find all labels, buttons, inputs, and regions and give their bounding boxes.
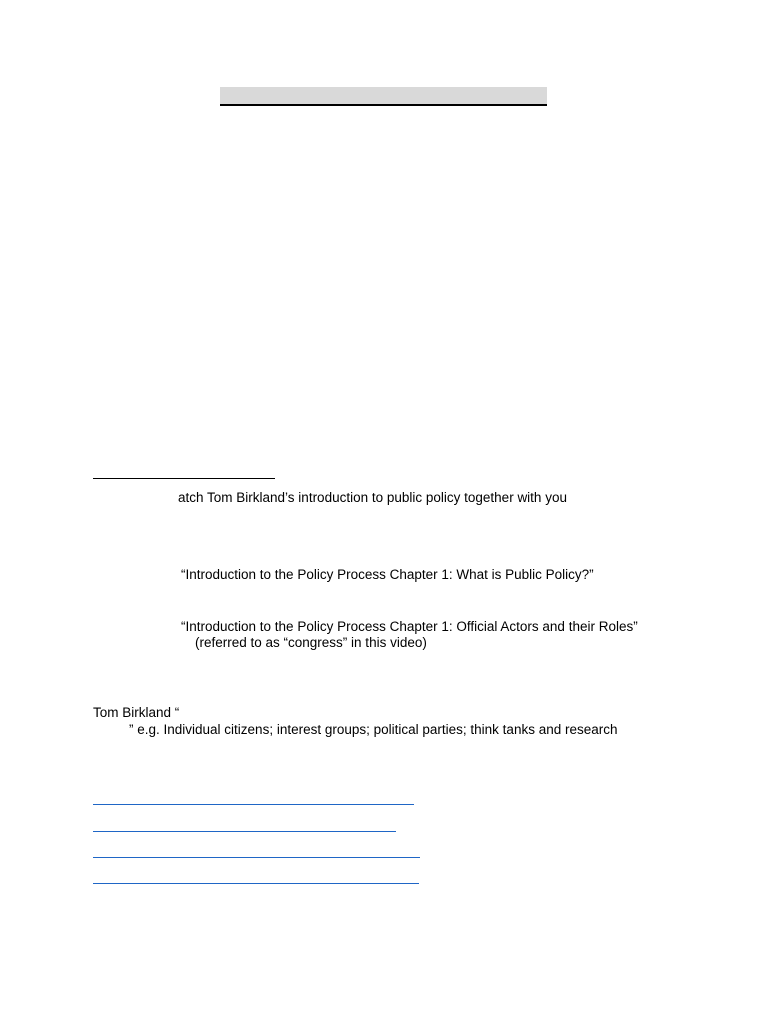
link-4[interactable] <box>93 883 419 884</box>
intro-text: atch Tom Birkland’s introduction to public policy together with you <box>178 490 567 505</box>
quote-start: Tom Birkland “ <box>93 705 180 720</box>
link-1[interactable] <box>93 804 414 805</box>
section-heading-rule <box>93 478 275 479</box>
video-1-title: “Introduction to the Policy Process Chapter 1: What is Public Policy?” <box>181 567 594 582</box>
link-2[interactable] <box>93 831 396 832</box>
link-3[interactable] <box>93 857 420 858</box>
quote-end: ” e.g. Individual citizens; interest groups; political parties; think tanks and research <box>129 722 618 737</box>
video-2-title: “Introduction to the Policy Process Chapter 1: Official Actors and their Roles” <box>181 619 638 634</box>
title-heading-bar <box>220 87 547 106</box>
video-2-note: (referred to as “congress” in this video) <box>195 635 427 650</box>
